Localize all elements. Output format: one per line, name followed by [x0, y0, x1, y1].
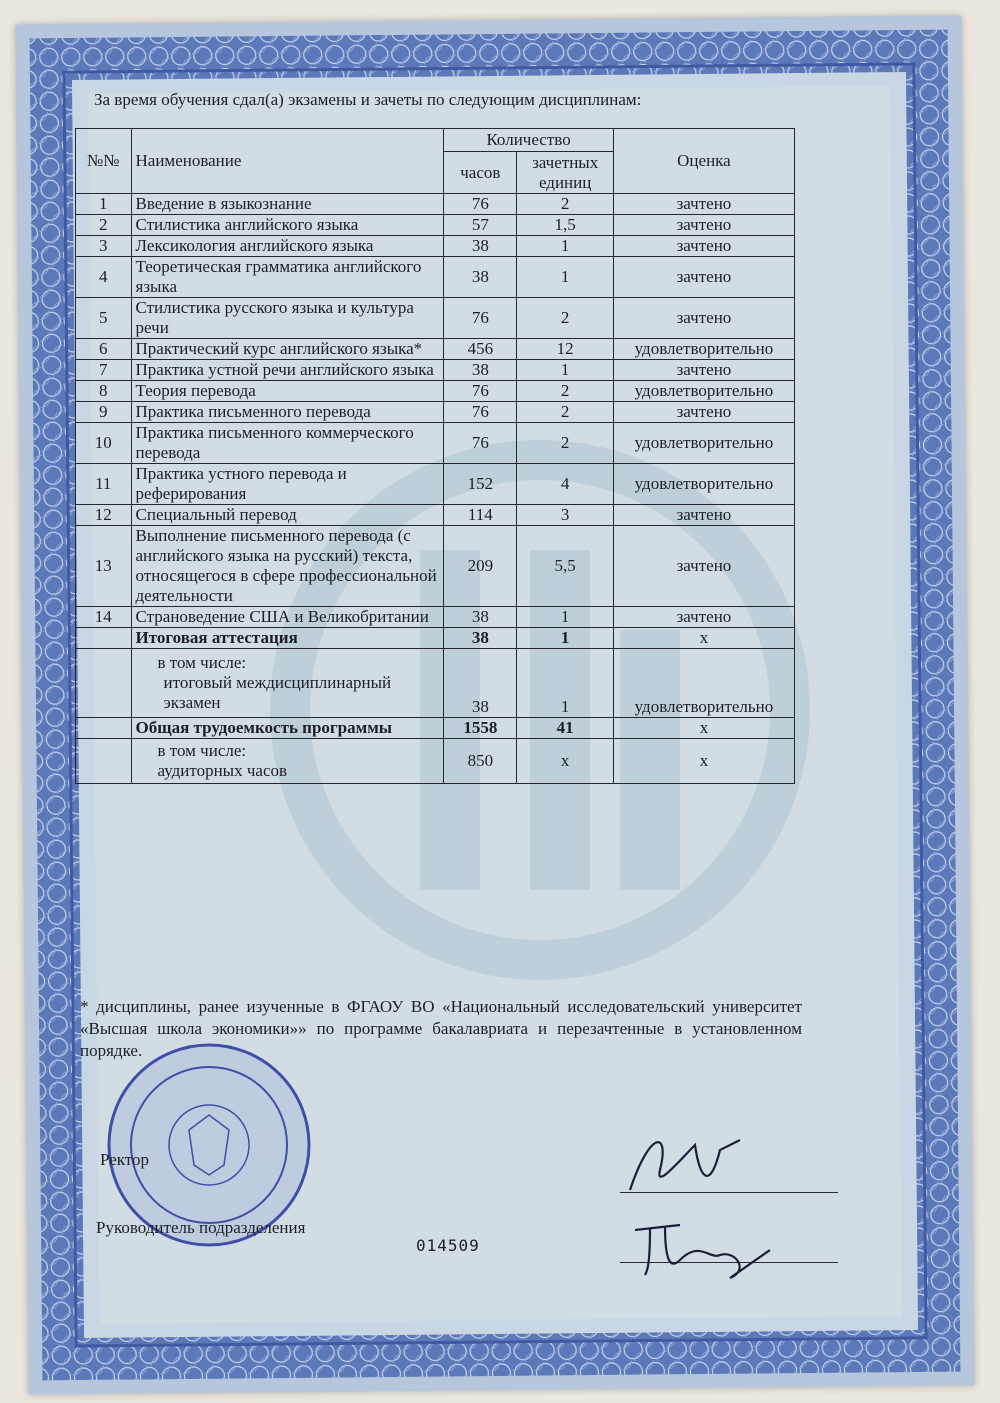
table-row: [76, 464, 795, 505]
final-attestation-hours: 38: [444, 628, 517, 649]
final-exam-units: 1: [517, 649, 613, 718]
table-header-row: [76, 129, 795, 152]
header-number: №№: [76, 129, 132, 194]
row-number: 6: [76, 339, 132, 360]
table-row: [76, 194, 795, 215]
row-grade: зачтено: [613, 194, 794, 215]
row-hours: 456: [444, 339, 517, 360]
row-number: 8: [76, 381, 132, 402]
table-row: [76, 236, 795, 257]
row-units: 12: [517, 339, 613, 360]
row-hours: 114: [444, 505, 517, 526]
final-exam-hours: 38: [444, 649, 517, 718]
total-grade: x: [613, 718, 794, 739]
row-discipline: Практика устного перевода и реферирования: [131, 464, 444, 505]
table-row: [76, 423, 795, 464]
row-units: 1: [517, 257, 613, 298]
row-hours: 38: [444, 257, 517, 298]
intro-text: За время обучения сдал(а) экзамены и зачеты по следующим дисциплинам:: [94, 90, 642, 109]
row-hours: 76: [444, 298, 517, 339]
header-quantity: Количество: [444, 129, 614, 152]
row-units: 2: [517, 402, 613, 423]
row-units: 2: [517, 194, 613, 215]
row-hours: 38: [444, 607, 517, 628]
row-hours: 209: [444, 526, 517, 607]
table-row: [76, 298, 795, 339]
grades-table: [75, 128, 795, 784]
row-grade: зачтено: [613, 236, 794, 257]
rector-label: Ректор: [100, 1150, 150, 1169]
row-discipline: Специальный перевод: [131, 505, 444, 526]
row-discipline: Практика устной речи английского языка: [131, 360, 444, 381]
total-including-label: в том числе:: [157, 741, 247, 760]
header-hours: часов: [444, 152, 517, 194]
row-units: 5,5: [517, 526, 613, 607]
row-discipline: Введение в языкознание: [131, 194, 444, 215]
row-grade: зачтено: [613, 402, 794, 423]
final-including-label: в том числе:: [157, 653, 247, 672]
header-grade: Оценка: [613, 129, 794, 194]
row-hours: 152: [444, 464, 517, 505]
row-discipline: Практический курс английского языка*: [131, 339, 444, 360]
header-name: Наименование: [131, 129, 444, 194]
row-grade: зачтено: [613, 257, 794, 298]
row-discipline: Практика письменного коммерческого перевода: [131, 423, 444, 464]
final-attestation-grade: x: [613, 628, 794, 649]
final-attestation-name: Итоговая аттестация: [131, 628, 444, 649]
row-discipline: Теория перевода: [131, 381, 444, 402]
final-exam-name: итоговый междисциплинарный экзамен: [163, 673, 392, 712]
row-grade: зачтено: [613, 607, 794, 628]
table-row: [76, 505, 795, 526]
row-number: 9: [76, 402, 132, 423]
row-number: 11: [76, 464, 132, 505]
final-attestation-row: [76, 628, 795, 649]
table-row: [76, 402, 795, 423]
serial-number: 014509: [416, 1236, 480, 1255]
row-grade: удовлетворительно: [613, 423, 794, 464]
row-number: 13: [76, 526, 132, 607]
row-hours: 38: [444, 236, 517, 257]
row-hours: 76: [444, 194, 517, 215]
total-name: Общая трудоемкость программы: [131, 718, 444, 739]
row-number: 12: [76, 505, 132, 526]
row-discipline: Стилистика английского языка: [131, 215, 444, 236]
row-grade: зачтено: [613, 215, 794, 236]
row-units: 1: [517, 360, 613, 381]
row-hours: 57: [444, 215, 517, 236]
total-units: 41: [517, 718, 613, 739]
classroom-name: аудиторных часов: [157, 761, 288, 780]
row-discipline: Выполнение письменного перевода (с английского языка на русский) текста, относящегося в сфере профессиональной деятельности: [131, 526, 444, 607]
table-row: [76, 257, 795, 298]
final-exam-grade: удовлетворительно: [613, 649, 794, 718]
row-discipline: Страноведение США и Великобритании: [131, 607, 444, 628]
row-number: 14: [76, 607, 132, 628]
classroom-hours: 850: [444, 739, 517, 784]
classroom-units: x: [517, 739, 613, 784]
table-row: [76, 526, 795, 607]
rector-signature: [600, 1120, 800, 1210]
final-exam-row: [76, 649, 795, 718]
row-grade: удовлетворительно: [613, 381, 794, 402]
row-grade: зачтено: [613, 360, 794, 381]
row-number: 7: [76, 360, 132, 381]
row-discipline: Стилистика русского языка и культура речи: [131, 298, 444, 339]
final-attestation-units: 1: [517, 628, 613, 649]
row-grade: удовлетворительно: [613, 339, 794, 360]
classroom-row: [76, 739, 795, 784]
table-row: [76, 339, 795, 360]
row-number: 3: [76, 236, 132, 257]
row-number: 1: [76, 194, 132, 215]
row-units: 1: [517, 607, 613, 628]
row-discipline: Практика письменного перевода: [131, 402, 444, 423]
row-grade: удовлетворительно: [613, 464, 794, 505]
row-hours: 76: [444, 381, 517, 402]
row-units: 2: [517, 381, 613, 402]
row-hours: 76: [444, 423, 517, 464]
row-units: 1: [517, 236, 613, 257]
classroom-grade: x: [613, 739, 794, 784]
table-row: [76, 607, 795, 628]
total-hours: 1558: [444, 718, 517, 739]
row-grade: зачтено: [613, 505, 794, 526]
row-grade: зачтено: [613, 526, 794, 607]
row-discipline: Теоретическая грамматика английского языка: [131, 257, 444, 298]
head-of-unit-label: Руководитель подразделения: [96, 1218, 306, 1237]
row-units: 2: [517, 298, 613, 339]
row-hours: 76: [444, 402, 517, 423]
table-row: [76, 360, 795, 381]
row-number: 5: [76, 298, 132, 339]
row-discipline: Лексикология английского языка: [131, 236, 444, 257]
row-hours: 38: [444, 360, 517, 381]
row-units: 2: [517, 423, 613, 464]
row-grade: зачтено: [613, 298, 794, 339]
row-number: 4: [76, 257, 132, 298]
row-units: 4: [517, 464, 613, 505]
row-units: 1,5: [517, 215, 613, 236]
row-units: 3: [517, 505, 613, 526]
table-row: [76, 215, 795, 236]
header-units: зачетных единиц: [517, 152, 613, 194]
row-number: 10: [76, 423, 132, 464]
row-number: 2: [76, 215, 132, 236]
footnote: * дисциплины, ранее изученные в ФГАОУ ВО «Национальный исследовательский университет «Высшая школа экономики»» по программе бакалавриата и перезачтенные в установленном порядке.: [80, 997, 802, 1060]
table-body: [76, 194, 795, 628]
total-row: [76, 718, 795, 739]
table-row: [76, 381, 795, 402]
head-signature: [610, 1200, 810, 1290]
